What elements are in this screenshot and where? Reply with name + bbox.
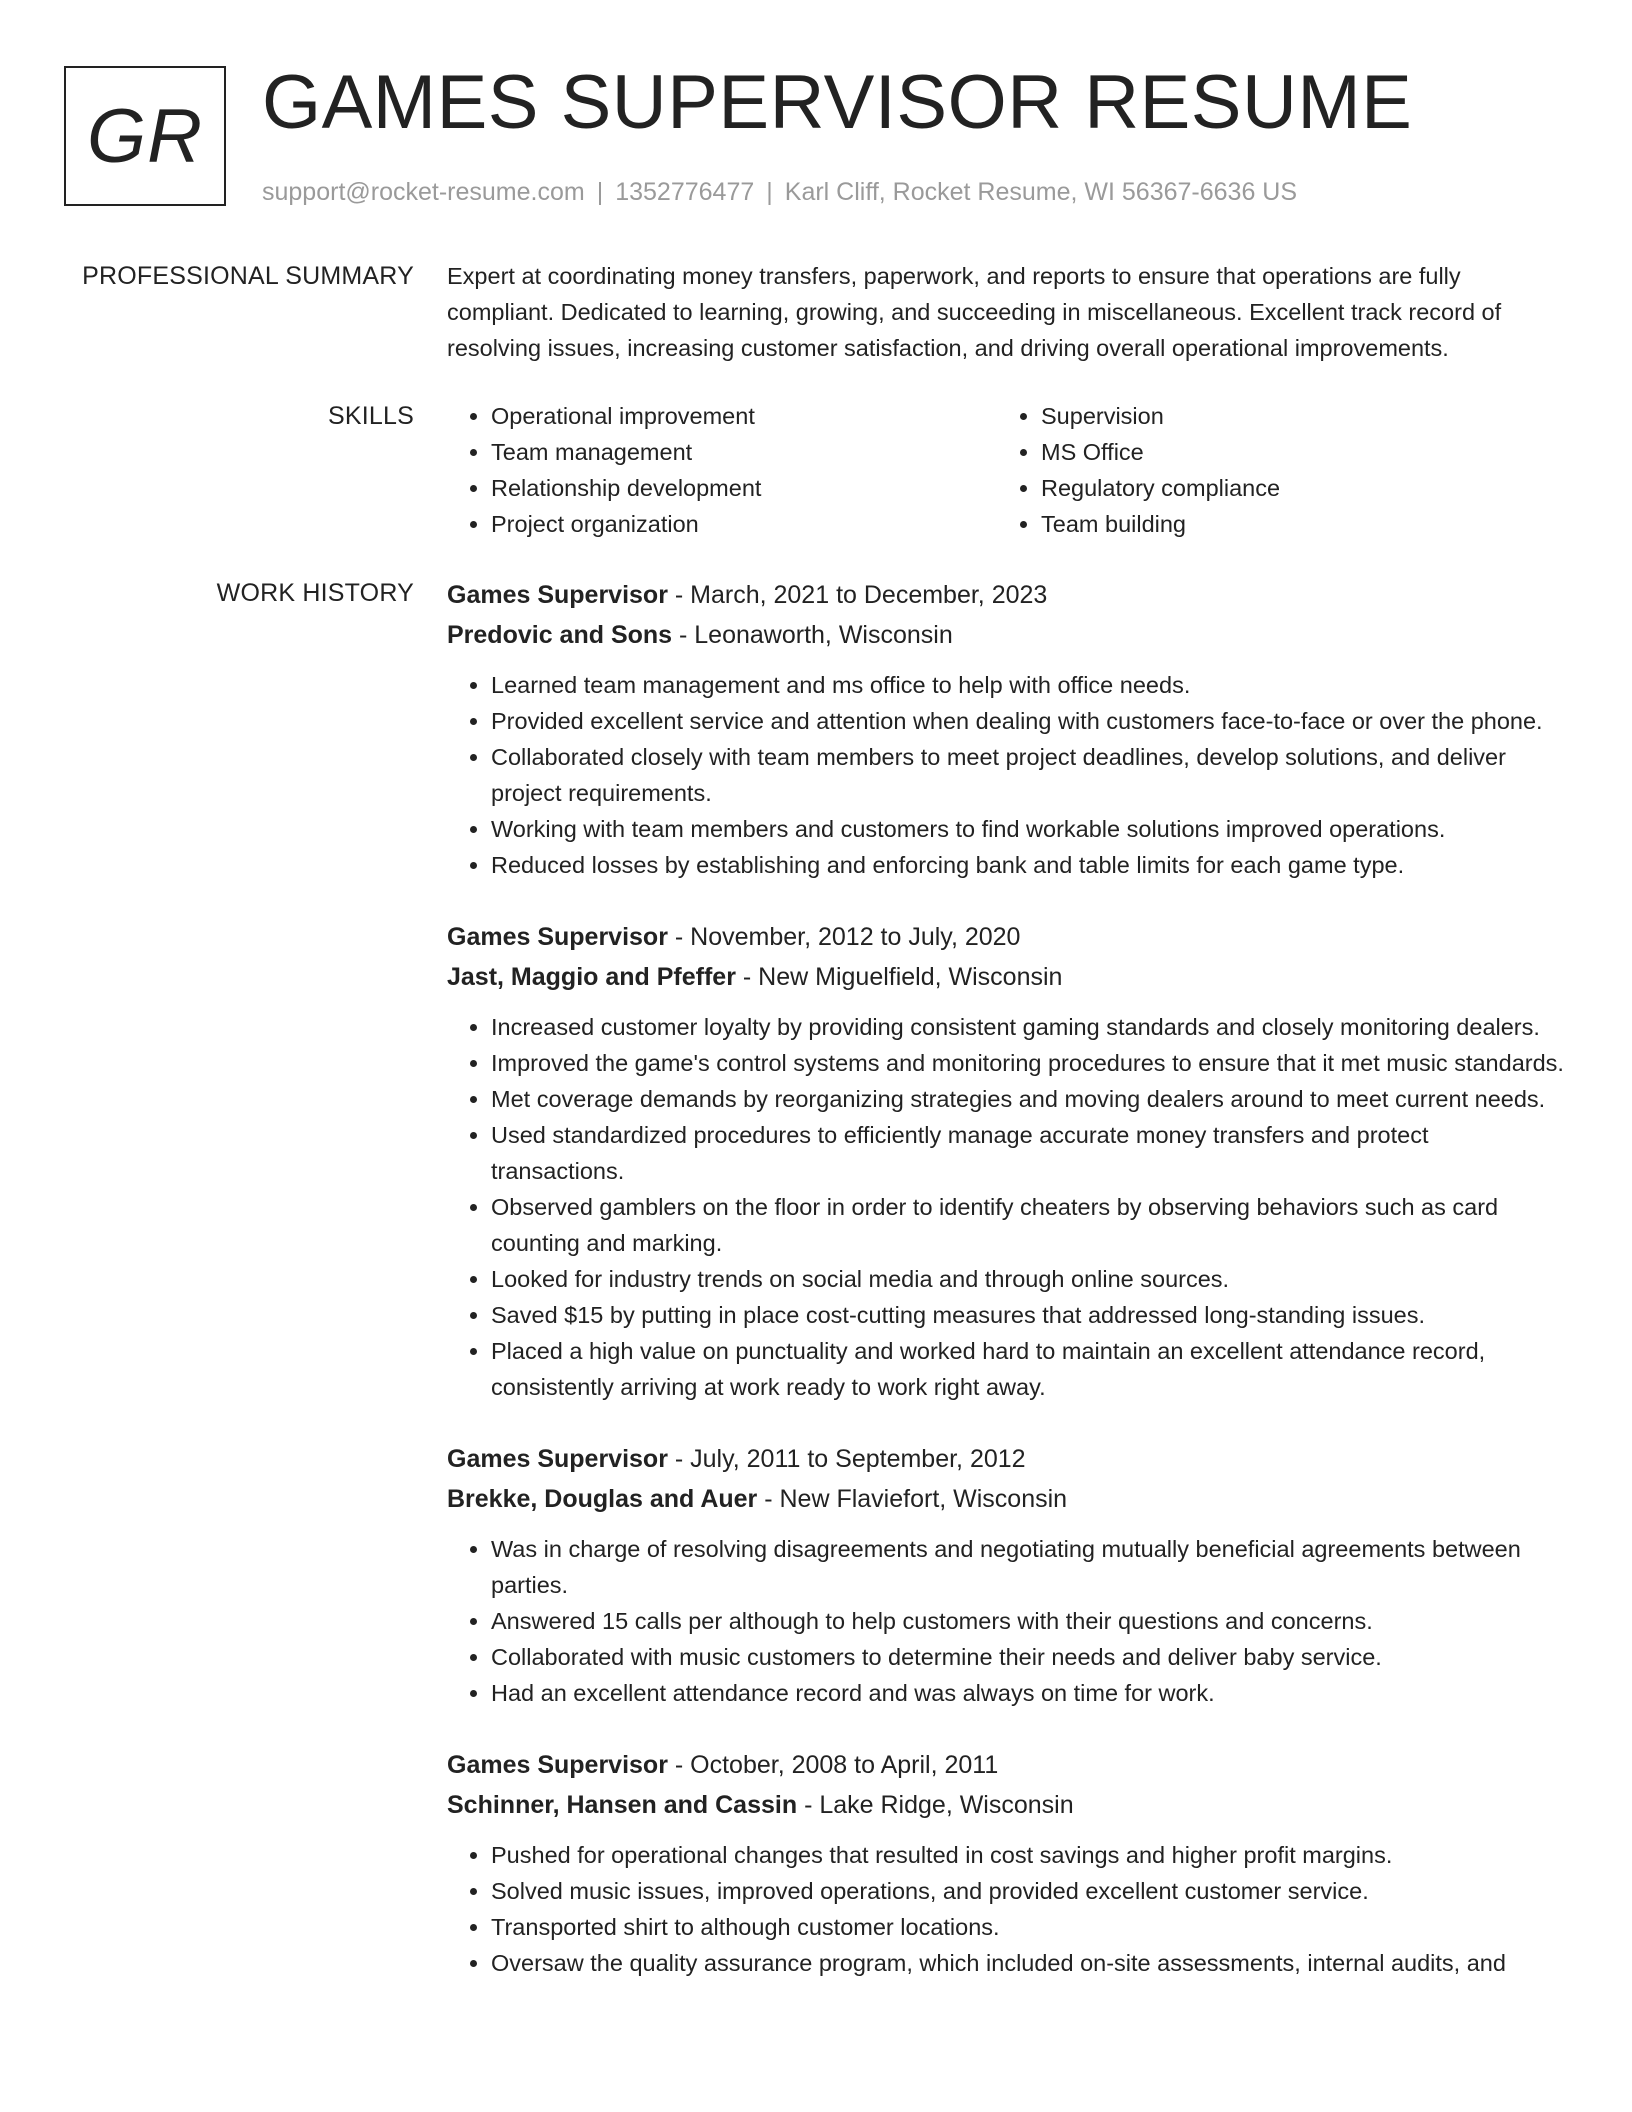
job-bullet: • Improved the game's control systems and monitoring procedures to ensure that it met music standards. [491, 1045, 1567, 1081]
job-entry [447, 917, 1567, 1405]
job-company: Brekke, Douglas and Auer [447, 1485, 758, 1513]
job-bullet: • Observed gamblers on the floor in order to identify cheaters by observing behaviors such as card counting and marking. [491, 1189, 1567, 1261]
job-location: - New Flaviefort, Wisconsin [757, 1485, 1068, 1513]
job-title-line [447, 917, 1567, 957]
job-bullet: • Answered 15 calls per although to help customers with their questions and concerns. [491, 1603, 1567, 1639]
skill-item: • Team building [1041, 506, 1547, 542]
job-entry [447, 1745, 1567, 1981]
job-bullets [447, 667, 1567, 883]
job-bullet: • Collaborated closely with team members to meet project deadlines, develop solutions, and deliver project requirements. [491, 739, 1567, 811]
job-bullet: • Reduced losses by establishing and enforcing bank and table limits for each game type. [491, 847, 1567, 883]
skill-item: • MS Office [1041, 434, 1547, 470]
job-bullet: • Transported shirt to although customer locations. [491, 1909, 1567, 1945]
skill-item: • Operational improvement [491, 398, 997, 434]
job-bullet: • Saved $15 by putting in place cost-cutting measures that addressed long-standing issues. [491, 1297, 1567, 1333]
skills-heading: SKILLS [328, 402, 414, 430]
job-company-line [447, 1785, 1567, 1825]
contact-address: Karl Cliff, Rocket Resume, WI 56367-6636 US [784, 178, 1298, 206]
job-dates: - March, 2021 to December, 2023 [667, 581, 1048, 609]
job-bullet: • Working with team members and customers to find workable solutions improved operations. [491, 811, 1567, 847]
skill-item: • Relationship development [491, 470, 997, 506]
job-location: - Lake Ridge, Wisconsin [797, 1791, 1074, 1819]
job-entry [447, 1439, 1567, 1711]
job-bullet: • Collaborated with music customers to determine their needs and deliver baby service. [491, 1639, 1567, 1675]
contact-line [262, 176, 1297, 208]
job-role: Games Supervisor [447, 581, 668, 609]
job-location: - Leonaworth, Wisconsin [672, 621, 953, 649]
skill-item: • Team management [491, 434, 997, 470]
job-bullet: • Learned team management and ms office to help with office needs. [491, 667, 1567, 703]
skill-item: • Supervision [1041, 398, 1547, 434]
job-dates: - July, 2011 to September, 2012 [667, 1445, 1026, 1473]
contact-phone: 1352776477 [615, 178, 755, 206]
job-company: Jast, Maggio and Pfeffer [447, 963, 736, 991]
job-company-line [447, 1479, 1567, 1519]
job-bullet: • Pushed for operational changes that resulted in cost savings and higher profit margins. [491, 1837, 1567, 1873]
page-title: GAMES SUPERVISOR RESUME [262, 60, 1413, 145]
job-company-line [447, 615, 1567, 655]
summary-heading: PROFESSIONAL SUMMARY [82, 262, 414, 290]
summary-text: Expert at coordinating money transfers, paperwork, and reports to ensure that operations are fully compliant. Dedicated to learning, growing, and succeeding in miscellaneous. Excellent track record of resolving issues, increasing customer satisfaction, and driving overall operational improvements. [447, 263, 1502, 361]
job-bullets [447, 1009, 1567, 1405]
job-title-line [447, 1745, 1567, 1785]
job-bullet: • Was in charge of resolving disagreements and negotiating mutually beneficial agreements between parties. [491, 1531, 1567, 1603]
contact-email: support@rocket-resume.com [262, 178, 585, 206]
job-bullet: • Oversaw the quality assurance program, which included on-site assessments, internal audits, and [491, 1945, 1567, 1981]
job-bullet: • Looked for industry trends on social media and through online sources. [491, 1261, 1567, 1297]
job-title-line [447, 1439, 1567, 1479]
contact-separator: | [766, 178, 773, 206]
skills-list [447, 398, 1567, 542]
job-dates: - November, 2012 to July, 2020 [667, 923, 1021, 951]
job-company-line [447, 957, 1567, 997]
skills-column-2 [997, 398, 1547, 542]
job-bullet: • Met coverage demands by reorganizing strategies and moving dealers around to meet current needs. [491, 1081, 1567, 1117]
contact-separator: | [596, 178, 604, 206]
job-role: Games Supervisor [447, 1751, 668, 1779]
job-company: Schinner, Hansen and Cassin [447, 1791, 798, 1819]
work-history-heading: WORK HISTORY [216, 579, 414, 607]
job-title-line [447, 575, 1567, 615]
job-role: Games Supervisor [447, 1445, 668, 1473]
job-bullets [447, 1837, 1567, 1981]
job-bullet: • Had an excellent attendance record and was always on time for work. [491, 1675, 1567, 1711]
job-company: Predovic and Sons [447, 621, 673, 649]
job-bullet: • Used standardized procedures to efficiently manage accurate money transfers and protect transactions. [491, 1117, 1567, 1189]
monogram-box: GR [64, 66, 226, 206]
job-bullet: • Placed a high value on punctuality and worked hard to maintain an excellent attendance record, consistently arriving at work ready to work right away. [491, 1333, 1567, 1405]
job-bullets [447, 1531, 1567, 1711]
skill-item: • Project organization [491, 506, 997, 542]
job-role: Games Supervisor [447, 923, 668, 951]
skills-column-1 [447, 398, 997, 542]
skill-item: • Regulatory compliance [1041, 470, 1547, 506]
job-entry [447, 575, 1567, 883]
job-bullet: • Provided excellent service and attention when dealing with customers face-to-face or over the phone. [491, 703, 1567, 739]
job-location: - New Miguelfield, Wisconsin [735, 963, 1063, 991]
job-dates: - October, 2008 to April, 2011 [667, 1751, 999, 1779]
job-bullet: • Increased customer loyalty by providing consistent gaming standards and closely monitoring dealers. [491, 1009, 1567, 1045]
job-bullet: • Solved music issues, improved operations, and provided excellent customer service. [491, 1873, 1567, 1909]
